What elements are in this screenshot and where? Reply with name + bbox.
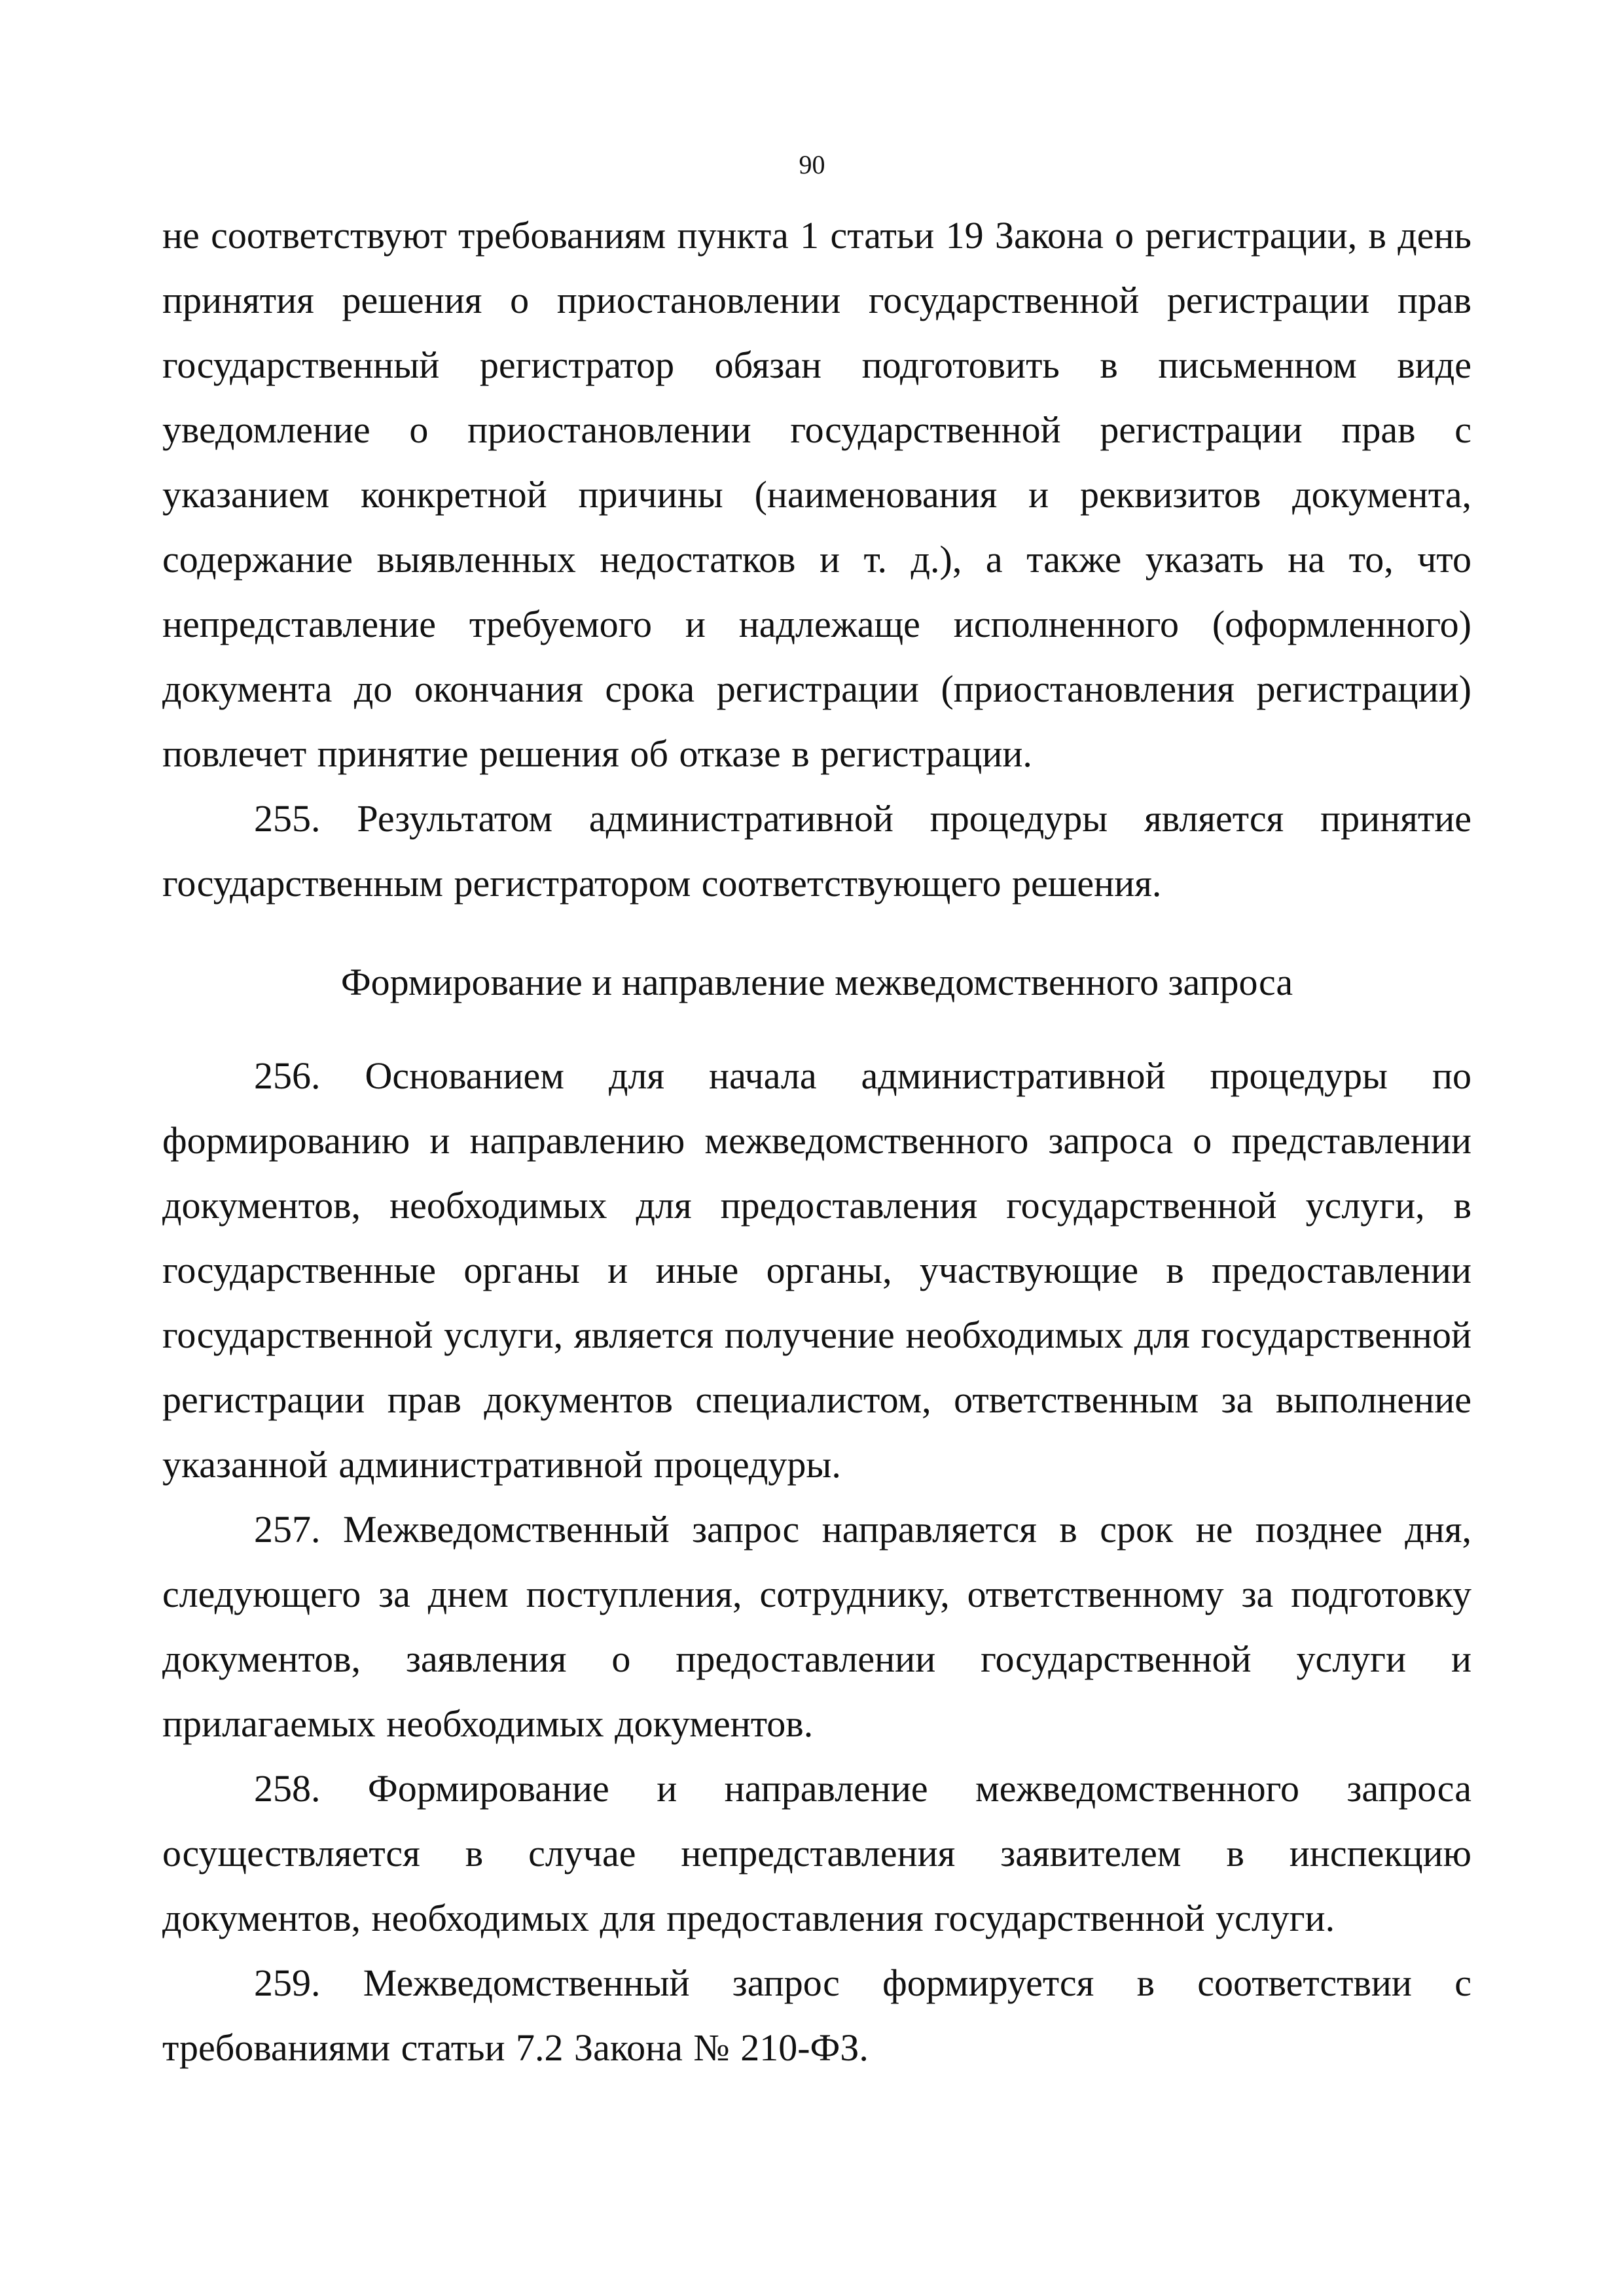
paragraph-259: 259. Межведомственный запрос формируется в соответствии с требованиями статьи 7.2 Закона № 210-ФЗ. <box>162 1962 1471 2069</box>
document-body <box>162 203 1471 2080</box>
paragraph-258: 258. Формирование и направление межведомственного запроса осуществляется в случае непредставления заявителем в инспекцию документов, необходимых для предоставления государственной услуги. <box>162 1767 1471 1939</box>
page-number: 90 <box>799 150 825 179</box>
paragraph-continuation: не соответствуют требованиям пункта 1 статьи 19 Закона о регистрации, в день принятия решения о приостановлении государственной регистрации прав государственный регистратор обязан подготовить в письменном виде уведомление о приостановлении государственной регистрации прав с указанием конкретной причины (наименования и реквизитов документа, содержание выявленных недостатков и т. д.), а также указать на то, что непредставление требуемого и надлежаще исполненного (оформленного) документа до окончания срока регистрации (приостановления регистрации) повлечет принятие решения об отказе в регистрации. <box>162 214 1471 775</box>
section-heading: Формирование и направление межведомственного запроса <box>340 961 1293 1003</box>
paragraph-257: 257. Межведомственный запрос направляется в срок не позднее дня, следующего за днем поступления, сотруднику, ответственному за подготовку документов, заявления о предоставлении государственной услуги и прилагаемых необходимых документов. <box>162 1508 1471 1745</box>
paragraph-255: 255. Результатом административной процедуры является принятие государственным регистратором соответствующего решения. <box>162 797 1471 905</box>
paragraph-256: 256. Основанием для начала административной процедуры по формированию и направлению межведомственного запроса о представлении документов, необходимых для предоставления государственной услуги, в государственные органы и иные органы, участвующие в предоставлении государственной услуги, является получение необходимых для государственной регистрации прав документов специалистом, ответственным за выполнение указанной административной процедуры. <box>162 1054 1471 1486</box>
